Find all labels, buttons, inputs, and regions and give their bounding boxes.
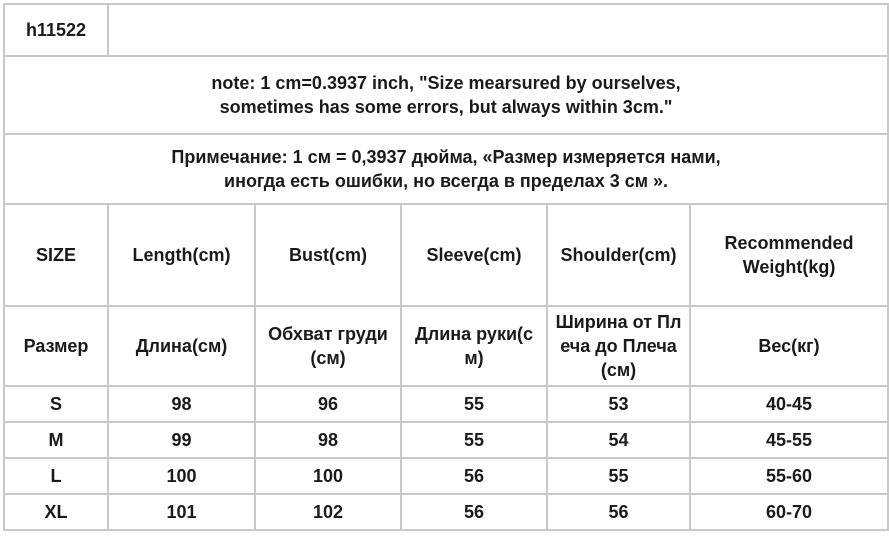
table-row	[4, 494, 888, 530]
table-row	[4, 422, 888, 458]
shoulder-value: 53	[547, 386, 690, 422]
header-bust: Bust(cm)	[255, 204, 401, 306]
note-english	[4, 56, 888, 134]
header-shoulder-ru: Ширина от Пл еча до Плеча (см)	[547, 306, 690, 386]
table-row	[4, 386, 888, 422]
weight-value: 55-60	[690, 458, 888, 494]
shoulder-value: 55	[547, 458, 690, 494]
weight-value: 40-45	[690, 386, 888, 422]
note-english-line-2: sometimes has some errors, but always within 3cm."	[219, 97, 673, 117]
sleeve-value: 56	[401, 494, 547, 530]
empty-header-cell	[108, 4, 888, 56]
size-value: S	[4, 386, 108, 422]
length-value: 100	[108, 458, 255, 494]
header-sleeve: Sleeve(cm)	[401, 204, 547, 306]
header-size: SIZE	[4, 204, 108, 306]
table-row	[4, 458, 888, 494]
header-shoulder: Shoulder(cm)	[547, 204, 690, 306]
bust-value: 102	[255, 494, 401, 530]
size-value: XL	[4, 494, 108, 530]
header-row-russian	[4, 306, 888, 386]
bust-value: 96	[255, 386, 401, 422]
shoulder-value: 56	[547, 494, 690, 530]
header-length-ru: Длина(см)	[108, 306, 255, 386]
note-english-row	[4, 56, 888, 134]
length-value: 98	[108, 386, 255, 422]
bust-value: 100	[255, 458, 401, 494]
note-english-line-1: note: 1 cm=0.3937 inch, "Size mearsured by ourselves,	[211, 73, 681, 93]
note-russian	[4, 134, 888, 204]
size-value: M	[4, 422, 108, 458]
product-code: h11522	[4, 4, 108, 56]
length-value: 99	[108, 422, 255, 458]
shoulder-value: 54	[547, 422, 690, 458]
note-russian-line-2: иногда есть ошибки, но всегда в пределах 3 см ».	[224, 171, 669, 191]
product-code-row	[4, 4, 888, 56]
sleeve-value: 56	[401, 458, 547, 494]
sleeve-value: 55	[401, 386, 547, 422]
header-size-ru: Размер	[4, 306, 108, 386]
size-value: L	[4, 458, 108, 494]
size-chart-table	[3, 3, 889, 531]
note-russian-line-1: Примечание: 1 см = 0,3937 дюйма, «Размер измеряется нами,	[171, 147, 721, 167]
note-russian-row	[4, 134, 888, 204]
weight-value: 60-70	[690, 494, 888, 530]
header-row-english	[4, 204, 888, 306]
header-length: Length(cm)	[108, 204, 255, 306]
header-weight-ru: Вес(кг)	[690, 306, 888, 386]
length-value: 101	[108, 494, 255, 530]
sleeve-value: 55	[401, 422, 547, 458]
weight-value: 45-55	[690, 422, 888, 458]
bust-value: 98	[255, 422, 401, 458]
header-weight: Recommended Weight(kg)	[690, 204, 888, 306]
header-sleeve-ru: Длина руки(с м)	[401, 306, 547, 386]
header-bust-ru: Обхват груди (см)	[255, 306, 401, 386]
